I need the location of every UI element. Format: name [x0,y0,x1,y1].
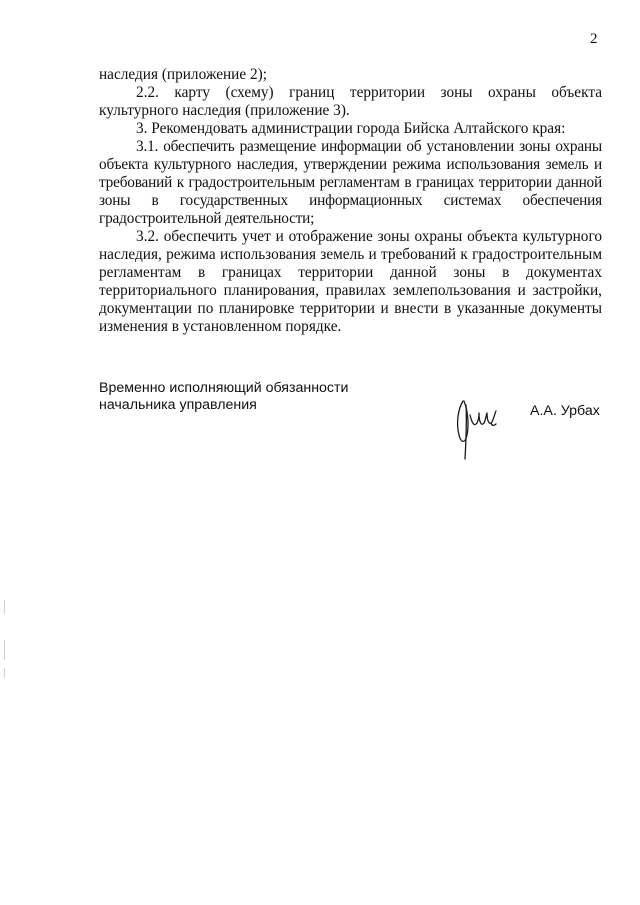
paragraph-3: 3. Рекомендовать администрации города Бийска Алтайского края: [136,120,566,137]
position-line-2: начальника управления [99,397,257,413]
handwritten-signature [450,393,505,461]
paragraph-3-1: 3.1. обеспечить размещение информации об установлении зоны охраны объекта культурного наследия, утверждении режима использования земель и требований к градостроительным регламентам в границах территории данной зоны в государственных информационных системах обеспечения градостроительной деятельности; [99,138,602,227]
document-body [99,66,602,336]
paragraph-2-1-tail: наследия (приложение 2); [99,66,267,83]
paragraph-2-2: 2.2. карту (схему) границ территории зоны охраны объекта культурного наследия (приложение 3). [99,84,602,119]
scan-artifact [4,640,5,660]
paragraph-3-2: 3.2. обеспечить учет и отображение зоны охраны объекта культурного наследия, режима использования земель и требований к градостроительным регламентам в границах территории данной зоны в документах территориального планирования, правилах землепользования и застройки, документации по планировке территории и внести в указанные документы изменения в установленном порядке. [99,228,602,335]
scan-artifact [4,668,5,678]
signatory-position [99,380,348,414]
signer-name: А.А. Урбах [530,403,600,419]
scan-artifact [4,600,5,614]
position-line-1: Временно исполняющий обязанности [99,380,349,396]
page-number: 2 [590,31,598,47]
